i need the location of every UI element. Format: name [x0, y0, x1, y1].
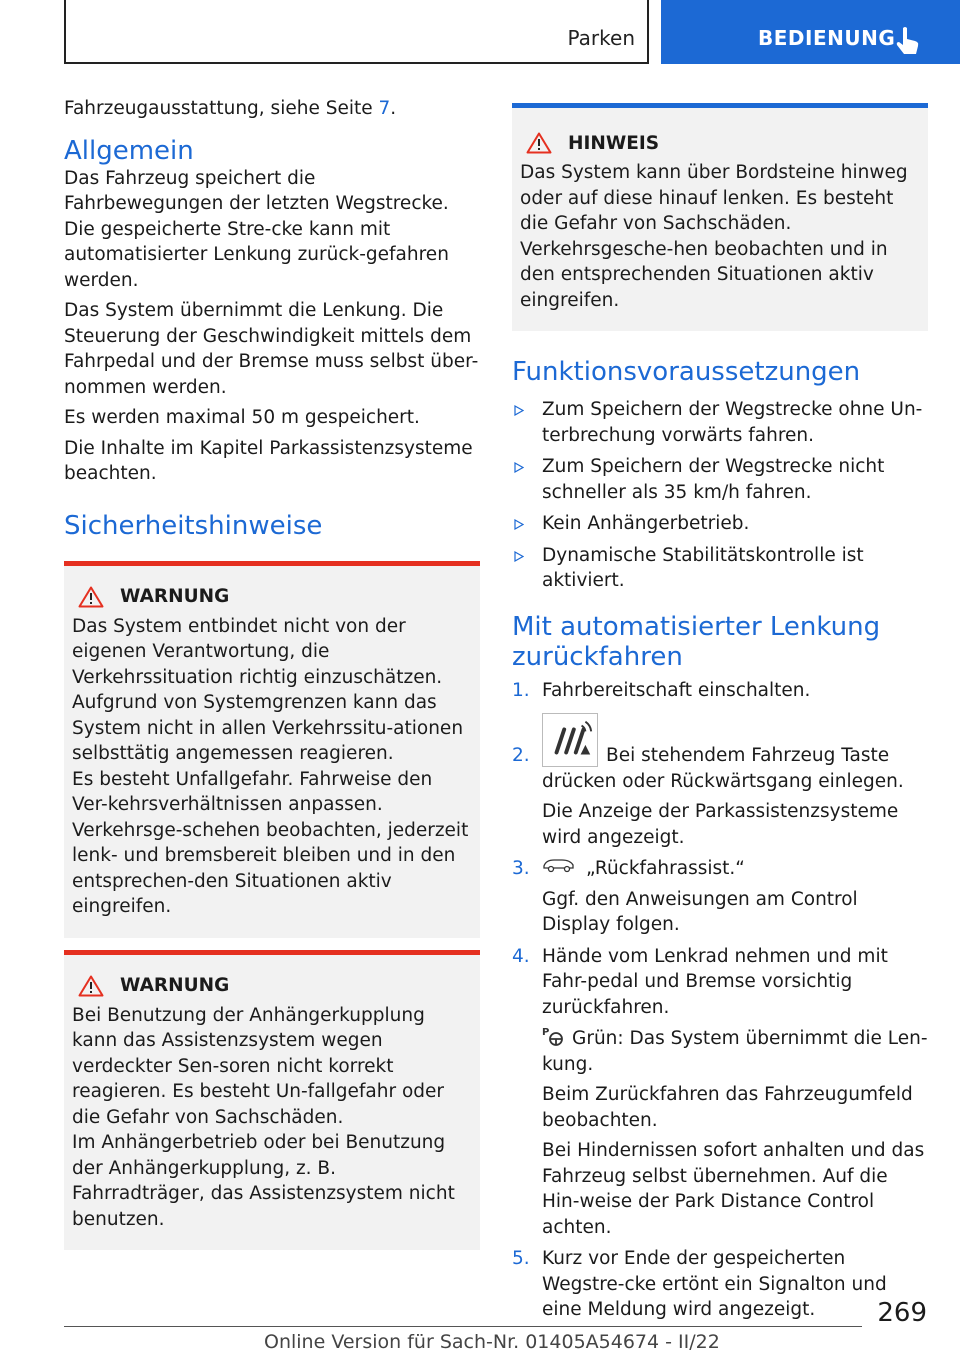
heading-automatisierte-lenkung: Mit automatisierter Lenkung zurückfahren — [512, 611, 881, 672]
list-item: Zum Speichern der Wegstrecke nicht schneller als 35 km/h fahren. — [512, 454, 928, 505]
warning-box — [64, 950, 480, 1251]
allgemein-paragraph: Das System übernimmt die Lenkung. Die Steuerung der Geschwindigkeit mittels dem Fahrpedal und der Bremse muss selbst über-nommen werden. — [64, 300, 479, 398]
allgemein-paragraph: Das Fahrzeug speichert die Fahrbewegungen der letzten Wegstrecke. Die gespeicherte Stre-cke kann mit automatisierter Lenkung zurück-gefahren werden. — [64, 167, 449, 291]
hand-pointer-icon — [894, 26, 922, 56]
step-number: 4. — [512, 945, 530, 967]
step-number: 2. — [512, 745, 530, 766]
notice-title: HINWEIS — [520, 132, 920, 154]
triangle-bullet-icon — [514, 519, 524, 530]
warning-title: WARNUNG — [72, 586, 472, 608]
svg-text:P: P — [542, 1027, 550, 1038]
notice-text: Verkehrsgesche-hen beobachten und in den entsprechenden Situationen aktiv eingreifen. — [520, 238, 888, 311]
step-note: Beim Zurückfahren das Fahrzeugumfeld beobachten. — [542, 1084, 913, 1131]
step-note: Die Anzeige der Parkassistenzsysteme wird angezeigt. — [542, 801, 899, 848]
warning-text: Es besteht Unfallgefahr. Fahrweise den Ver-kehrsverhältnissen anpassen. Verkehrsge-schehen beobachten, jederzeit lenk- und bremsbereit bleiben und in den entsprechen-den Situationen aktiv eingreifen. — [72, 768, 469, 917]
list-item: Zum Speichern der Wegstrecke ohne Un-terbrechung vorwärts fahren. — [512, 397, 928, 448]
step-item: 4. Hände vom Lenkrad nehmen und mit Fahr-pedal und Bremse vorsichtig zurückfahren. P Grün: Das System übernimmt die Len-kung. Beim Zurückfahren das Fahrzeugumfeld beobachten. Bei Hindernissen sofort anhalten und das Fahrzeug selbst übernehmen. Auf die Hin-weise der Park Distance Control achten. — [512, 944, 928, 1241]
header-chapter-title: BEDIENUNG — [758, 26, 896, 50]
step-number: 5. — [512, 1248, 530, 1269]
steering-wheel-icon — [542, 1025, 564, 1047]
triangle-bullet-icon — [514, 551, 524, 562]
header-chapter-box — [661, 0, 960, 64]
left-column — [64, 96, 480, 1250]
header-section-title: Parken — [567, 26, 635, 50]
heading-funktionsvoraussetzungen: Funktionsvoraussetzungen — [512, 357, 861, 387]
steps-list — [512, 678, 928, 1323]
warning-triangle-icon — [78, 586, 104, 608]
triangle-bullet-icon — [514, 462, 524, 473]
warning-text: Bei Benutzung der Anhängerkupplung kann das Assistenzsystem wegen verdeckter Sen-soren nicht korrekt reagieren. Es besteht Un-fallgefahr oder die Gefahr von Sachschäden. — [72, 1004, 445, 1128]
step-note: Bei Hindernissen sofort anhalten und das Fahrzeug selbst übernehmen. Auf die Hin-weise der Park Distance Control achten. — [542, 1140, 925, 1238]
warning-triangle-icon — [78, 975, 104, 997]
heading-allgemein: Allgemein — [64, 135, 194, 166]
list-item: Dynamische Stabilitätskontrolle ist aktiviert. — [512, 543, 928, 594]
right-column — [512, 103, 928, 1329]
step-item: 2. Bei stehendem Fahrzeug Taste drücken oder Rückwärtsgang einlegen. Die Anzeige der Parkassistenzsysteme wird angezeigt. — [512, 713, 928, 850]
triangle-bullet-icon — [514, 405, 524, 416]
step-number: 3. — [512, 858, 530, 879]
warning-box — [64, 561, 480, 938]
header-section-box — [64, 0, 649, 64]
heading-sicherheitshinweise: Sicherheitshinweise — [64, 510, 323, 541]
step-item: 5. Kurz vor Ende der gespeicherten Wegstre-cke ertönt ein Signalton und eine Meldung wird angezeigt. — [512, 1248, 887, 1320]
parking-assist-button-icon — [542, 713, 598, 767]
step-number: 1. — [512, 679, 530, 701]
warning-triangle-icon — [526, 132, 552, 154]
step-note: Ggf. den Anweisungen am Control Display folgen. — [542, 888, 858, 935]
requirements-list — [512, 397, 928, 594]
step-item: 1. Fahrbereitschaft einschalten. — [512, 678, 928, 704]
intro-text: Fahrzeugausstattung, siehe Seite 7. — [64, 98, 397, 119]
page-link[interactable]: 7 — [378, 98, 391, 119]
warning-text: Im Anhängerbetrieb oder bei Benutzung der Anhängerkupplung, z. B. Fahrradträger, das Assistenzsystem nicht benutzen. — [72, 1132, 455, 1230]
warning-title: WARNUNG — [72, 975, 472, 997]
warning-text: Das System entbindet nicht von der eigenen Verantwortung, die Verkehrssituation richtig einzuschätzen. Aufgrund von Systemgrenzen kann das System nicht in allen Verkehrssitu-ationen selbsttätig angemessen reagieren. — [72, 615, 464, 764]
step-item: 3. „Rückfahrassist.“ Ggf. den Anweisungen am Control Display folgen. — [512, 856, 928, 938]
notice-text: Das System kann über Bordsteine hinweg oder auf diese hinauf lenken. Es besteht die Gefahr von Sachschäden. — [520, 162, 908, 234]
reverse-assist-car-icon — [542, 857, 576, 873]
footer-text: Online Version für Sach-Nr. 01405A54674 - II/22 — [264, 1331, 720, 1353]
step-note: P Grün: Das System übernimmt die Len-kung. — [542, 1027, 928, 1075]
allgemein-paragraph: Es werden maximal 50 m gespeichert. — [64, 407, 420, 428]
allgemein-paragraph: Die Inhalte im Kapitel Parkassistenzsysteme beachten. — [64, 437, 473, 484]
list-item: Kein Anhängerbetrieb. — [512, 511, 928, 537]
page-number: 269 — [877, 1298, 927, 1328]
notice-box — [512, 103, 928, 331]
footer-divider — [64, 1326, 862, 1327]
